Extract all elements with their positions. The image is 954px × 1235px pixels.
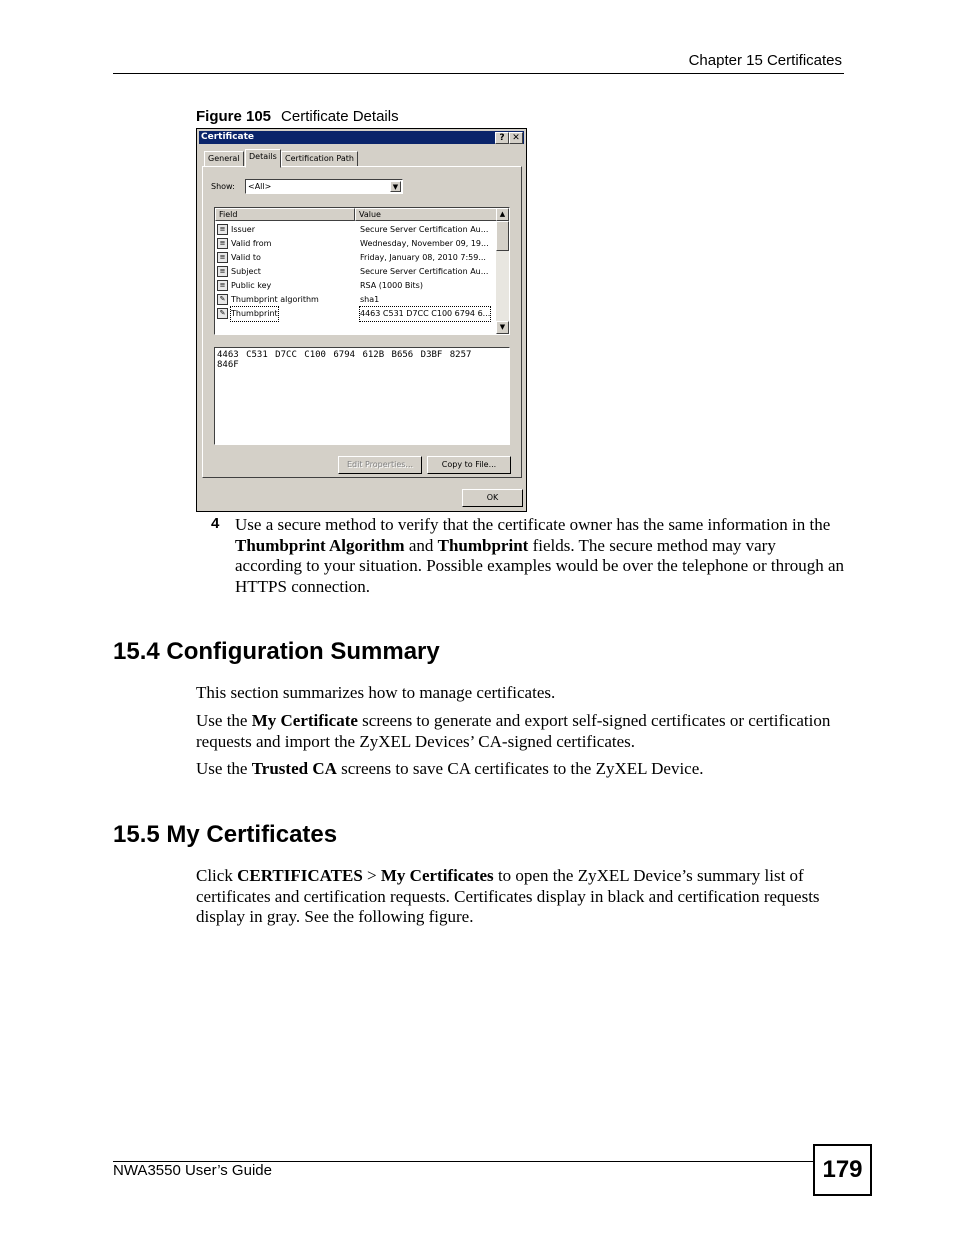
- paragraph: [196, 711, 846, 752]
- text: to open the ZyXEL Device’s summary list of certificates and certification requests. Certificates display in black and certification requests display in gray. See the following figure.: [196, 866, 820, 926]
- tab-certification-path[interactable]: Certification Path: [281, 151, 358, 167]
- tab-details[interactable]: Details: [245, 149, 281, 168]
- field-name: Thumbprint algorithm: [231, 295, 319, 304]
- list-item-selected[interactable]: [215, 307, 498, 321]
- text: screens to generate and export self-signed certificates or certification requests and import the ZyXEL Devices’ CA-signed certificates.: [196, 711, 831, 751]
- field-value: 4463 C531 D7CC C100 6794 6...: [360, 307, 490, 321]
- list-item[interactable]: [215, 293, 498, 307]
- list-item[interactable]: [215, 223, 498, 237]
- extension-field-icon: ✎: [217, 294, 228, 305]
- close-button[interactable]: ✕: [509, 132, 523, 144]
- text: Use the: [196, 711, 252, 730]
- column-header-value[interactable]: Value: [355, 208, 498, 221]
- field-value: sha1: [360, 295, 380, 304]
- certificate-dialog: [196, 128, 527, 512]
- text: Use the: [196, 759, 252, 778]
- chapter-header: Chapter 15 Certificates: [688, 52, 842, 69]
- show-select[interactable]: [245, 179, 403, 194]
- step-text: and: [404, 535, 438, 555]
- list-item[interactable]: [215, 237, 498, 251]
- certificate-field-icon: ≡: [217, 224, 228, 235]
- field-value: Secure Server Certification Au...: [360, 225, 489, 234]
- bold-term: Trusted CA: [251, 759, 337, 778]
- list-item[interactable]: [215, 265, 498, 279]
- column-header-field[interactable]: Field: [215, 208, 355, 221]
- ok-button[interactable]: OK: [462, 489, 523, 507]
- field-name: Issuer: [231, 225, 255, 234]
- paragraph: [196, 759, 846, 780]
- paragraph: [196, 866, 836, 928]
- tab-general[interactable]: General: [204, 151, 244, 167]
- list-item[interactable]: [215, 279, 498, 293]
- section-heading: 15.5 My Certificates: [113, 821, 338, 848]
- scroll-up-icon[interactable]: ▲: [496, 208, 509, 221]
- figure-title: Certificate Details: [281, 108, 399, 125]
- bold-term: Thumbprint Algorithm: [235, 535, 405, 555]
- header-rule: [113, 73, 844, 74]
- step-text: fields. The secure method may vary according to your situation. Possible examples would be over the telephone or through an HTTPS connection.: [235, 535, 845, 596]
- help-button[interactable]: ?: [495, 132, 509, 144]
- section-heading: 15.4 Configuration Summary: [113, 638, 440, 665]
- copy-to-file-button[interactable]: Copy to File...: [427, 456, 511, 474]
- guide-title: NWA3550 User’s Guide: [113, 1162, 272, 1179]
- dialog-titlebar: [199, 131, 524, 144]
- field-value: Secure Server Certification Au...: [360, 267, 489, 276]
- dialog-title: Certificate: [201, 132, 255, 142]
- detail-line: 846F: [217, 360, 239, 370]
- step-number: 4: [211, 515, 220, 532]
- show-label: Show:: [211, 182, 235, 191]
- list-item[interactable]: [215, 251, 498, 265]
- step-text: Use a secure method to verify that the certificate owner has the same information in the: [235, 515, 831, 534]
- text: Click: [196, 866, 238, 885]
- bold-term: CERTIFICATES: [237, 866, 363, 885]
- page-number: 179: [813, 1144, 872, 1196]
- field-value: Friday, January 08, 2010 7:59...: [360, 253, 486, 262]
- field-name: Thumbprint: [231, 307, 278, 321]
- show-select-value: <All>: [248, 182, 272, 191]
- field-name: Public key: [231, 281, 272, 290]
- field-value: Wednesday, November 09, 19...: [360, 239, 489, 248]
- bold-term: My Certificate: [251, 711, 358, 730]
- certificate-field-icon: ≡: [217, 238, 228, 249]
- field-list[interactable]: [214, 207, 510, 335]
- chevron-down-icon[interactable]: ▼: [390, 181, 401, 192]
- certificate-field-icon: ≡: [217, 266, 228, 277]
- field-name: Valid to: [231, 253, 261, 262]
- field-value: RSA (1000 Bits): [360, 281, 423, 290]
- step-4-text: [235, 515, 845, 597]
- certificate-field-icon: ≡: [217, 280, 228, 291]
- list-scrollbar[interactable]: [496, 208, 509, 334]
- text: >: [362, 866, 381, 885]
- field-name: Subject: [231, 267, 261, 276]
- certificate-field-icon: ≡: [217, 252, 228, 263]
- paragraph: This section summarizes how to manage certificates.: [196, 683, 556, 702]
- figure-caption: [196, 108, 399, 125]
- edit-properties-button[interactable]: Edit Properties...: [338, 456, 422, 474]
- scroll-thumb[interactable]: [496, 221, 509, 251]
- scroll-down-icon[interactable]: ▼: [496, 321, 509, 334]
- text: screens to save CA certificates to the ZyXEL Device.: [336, 759, 704, 778]
- detail-line: 4463 C531 D7CC C100 6794 612B B656 D3BF 8257: [217, 350, 472, 360]
- bold-term: My Certificates: [380, 866, 494, 885]
- extension-field-icon: ✎: [217, 308, 228, 319]
- figure-label: Figure 105: [196, 108, 272, 125]
- field-name: Valid from: [231, 239, 272, 248]
- field-detail-textbox[interactable]: [214, 347, 510, 445]
- bold-term: Thumbprint: [437, 535, 529, 555]
